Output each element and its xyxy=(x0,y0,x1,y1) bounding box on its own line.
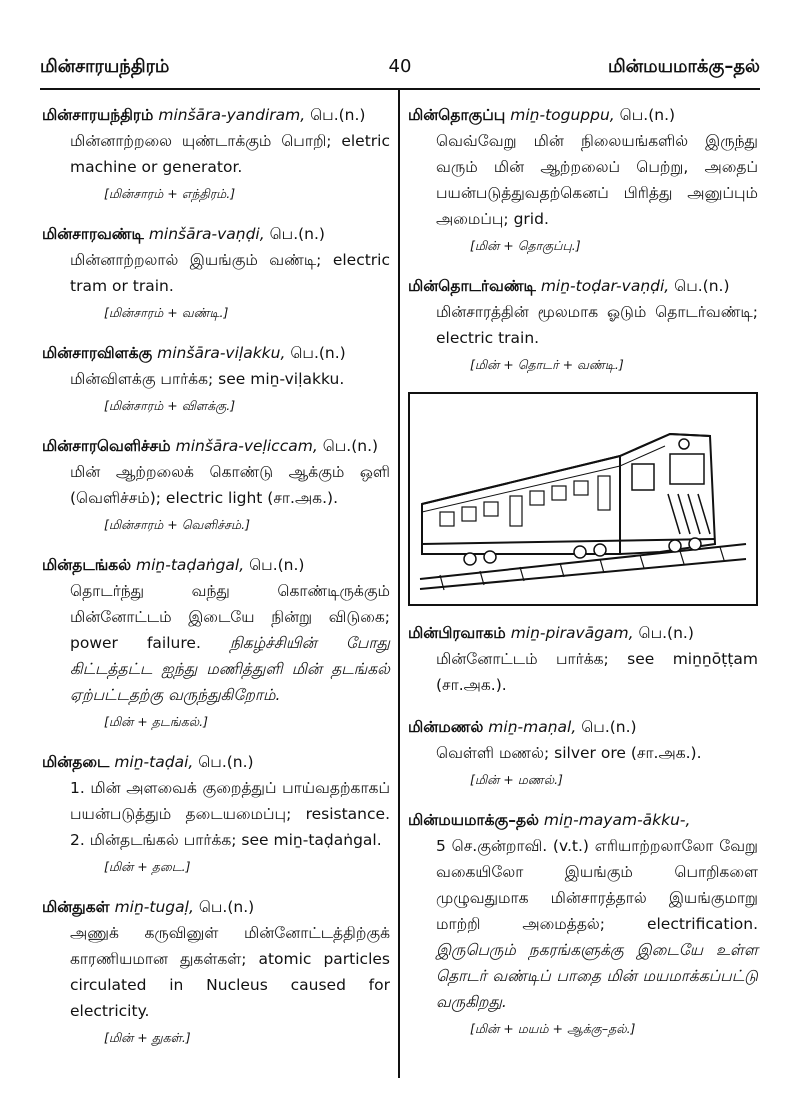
header-left-guideword: மின்சாரயந்திரம் xyxy=(40,56,170,77)
entry-pos: பெ.(n.) xyxy=(638,624,694,642)
entry-definition: அணுக் கருவினுள் மின்னோட்டத்திற்குக் காரணியமான துகள்கள்; atomic particles circulated in Nucleus caused for electricity. xyxy=(70,924,390,1020)
dictionary-entry xyxy=(42,894,390,1024)
entry-headword: மின்சாரயந்திரம் xyxy=(42,106,154,124)
entry-transliteration: minšāra-viḷakku, xyxy=(157,344,286,362)
page-header xyxy=(40,56,760,86)
entry-headword: மின்துகள் xyxy=(42,898,110,916)
entry-transliteration: miṉ-tugaḷ, xyxy=(114,898,194,916)
dictionary-entry xyxy=(408,102,758,232)
entry-etymology: [மின் + தடை.] xyxy=(104,859,191,874)
entry-definition xyxy=(42,578,390,708)
entry-pos: பெ.(n.) xyxy=(290,344,346,362)
entry-headword: மின்மணல் xyxy=(408,718,484,736)
entry-etymology: [மின் + மயம் + ஆக்கு–தல்.] xyxy=(470,1021,636,1036)
entry-example: இருபெரும் நகரங்களுக்கு இடையே உள்ள தொடர் வண்டிப் பாதை மின் மயமாக்கப்பட்டு வருகிறது. xyxy=(436,941,758,1011)
left-column xyxy=(42,102,390,1065)
entry-example: நிகழ்ச்சியின் போது கிட்டத்தட்ட ஐந்து மணித்துளி மின் தடங்கல் ஏற்பட்டதற்கு வருந்துகிறோம். xyxy=(70,634,390,704)
dictionary-entry xyxy=(408,807,758,1015)
dictionary-entry xyxy=(408,714,758,766)
dictionary-entry xyxy=(42,340,390,392)
entry-pos: பெ.(n.) xyxy=(269,225,325,243)
entry-headword: மின்தடங்கல் xyxy=(42,556,132,574)
entry-definition: மின்னாற்றலால் இயங்கும் வண்டி; electric tram or train. xyxy=(70,251,390,295)
entry-transliteration: minšāra-vaṇḍi, xyxy=(148,225,265,243)
entry-transliteration: miṉ-taḍai, xyxy=(114,753,194,771)
entry-pos: பெ.(n.) xyxy=(581,718,637,736)
train-illustration-frame xyxy=(408,392,758,606)
dictionary-entry xyxy=(42,749,390,853)
entry-pos: பெ.(n.) xyxy=(322,437,379,455)
entry-pos: பெ.(n.) xyxy=(310,106,366,124)
entry-pos: 5 செ.குன்றாவி. (v.t.) xyxy=(436,837,589,855)
entry-etymology: [மின் + தொடர் + வண்டி.] xyxy=(470,357,624,372)
entry-definition: மின்னோட்டம் பார்க்க; see miṉṉōṭṭam (சா.அக.). xyxy=(436,650,758,694)
entry-spacer xyxy=(408,704,758,714)
page-number: 40 xyxy=(388,56,412,77)
entry-pos: பெ.(n.) xyxy=(198,898,255,916)
entry-pos: பெ.(n.) xyxy=(198,753,254,771)
column-divider xyxy=(398,88,400,1078)
entry-etymology: [மின்சாரம் + எந்திரம்.] xyxy=(104,186,236,201)
entry-headword: மின்மயமாக்கு–தல் xyxy=(408,811,539,829)
entry-transliteration: miṉ-maṇal, xyxy=(488,718,577,736)
entry-etymology: [மின் + துகள்.] xyxy=(104,1030,191,1045)
dictionary-entry xyxy=(408,620,758,698)
entry-transliteration: miṉ-piravāgam, xyxy=(510,624,634,642)
entry-headword: மின்தொகுப்பு xyxy=(408,106,506,124)
dictionary-entry xyxy=(42,221,390,299)
entry-pos: பெ.(n.) xyxy=(249,556,305,574)
entry-headword: மின்சாரவெளிச்சம் xyxy=(42,437,171,455)
dictionary-entry xyxy=(408,273,758,351)
entry-definition: 1. மின் அளவைக் குறைத்துப் பாய்வதற்காகப் பயன்படுத்தும் தடையமைப்பு; resistance. 2. மின்தடங்கல் பார்க்க; see miṉ-taḍaṅgal. xyxy=(70,779,390,849)
entry-pos: பெ.(n.) xyxy=(674,277,730,295)
header-right-guideword: மின்மயமாக்கு–தல் xyxy=(607,56,760,77)
entry-transliteration: miṉ-mayam-ākku-, xyxy=(543,811,691,829)
entry-etymology: [மின் + தொகுப்பு.] xyxy=(470,238,581,253)
entry-etymology: [மின்சாரம் + வெளிச்சம்.] xyxy=(104,517,250,532)
entry-definition: வெள்ளி மணல்; silver ore (சா.அக.). xyxy=(436,744,702,762)
entry-etymology: [மின்சாரம் + விளக்கு.] xyxy=(104,398,236,413)
entry-transliteration: miṉ-toguppu, xyxy=(510,106,615,124)
right-column xyxy=(408,102,758,1056)
entry-transliteration: minšāra-veḷiccam, xyxy=(175,437,318,455)
entry-headword: மின்சாரவண்டி xyxy=(42,225,144,243)
entry-transliteration: miṉ-toḍar-vaṇḍi, xyxy=(540,277,670,295)
entry-definition: மின்னாற்றலை யுண்டாக்கும் பொறி; eletric machine or generator. xyxy=(70,132,390,176)
header-rule xyxy=(40,88,760,90)
dictionary-entry xyxy=(42,552,390,708)
entry-transliteration: miṉ-taḍaṅgal, xyxy=(136,556,245,574)
entry-etymology: [மின்சாரம் + வண்டி.] xyxy=(104,305,229,320)
entry-headword: மின்சாரவிளக்கு xyxy=(42,344,153,362)
entry-definition: மின்சாரத்தின் மூலமாக ஓடும் தொடர்வண்டி; electric train. xyxy=(436,303,758,347)
dictionary-entry xyxy=(42,102,390,180)
entry-etymology: [மின் + மணல்.] xyxy=(470,772,563,787)
entry-transliteration: minšāra-yandiram, xyxy=(158,106,306,124)
entry-etymology: [மின் + தடங்கல்.] xyxy=(104,714,208,729)
entry-pos: பெ.(n.) xyxy=(619,106,676,124)
entry-definition: மின் ஆற்றலைக் கொண்டு ஆக்கும் ஒளி (வெளிச்சம்); electric light (சா.அக.). xyxy=(70,463,390,507)
entry-definition xyxy=(408,833,758,1015)
entry-headword: மின்பிரவாகம் xyxy=(408,624,506,642)
entry-definition: வெவ்வேறு மின் நிலையங்களில் இருந்து வரும் மின் ஆற்றலைப் பெற்று, அதைப் பயன்படுத்துவதற்கெனப் பிரித்து அனுப்பும் அமைப்பு; grid. xyxy=(436,132,758,228)
entry-definition-text: எரியாற்றலாலோ வேறு வகையிலோ இயங்கும் பொறிகளை முழுவதுமாக மின்சாரத்தால் இயங்குமாறு மாற்றி அமைத்தல்; electrification. xyxy=(436,837,758,933)
entry-headword: மின்தடை xyxy=(42,753,110,771)
entry-headword: மின்தொடர்வண்டி xyxy=(408,277,536,295)
entry-definition: மின்விளக்கு பார்க்க; see miṉ-viḷakku. xyxy=(70,370,345,388)
train-illustration-icon xyxy=(410,394,756,600)
dictionary-entry xyxy=(42,433,390,511)
entry-definition-text: தொடர்ந்து வந்து கொண்டிருக்கும் மின்னோட்டம் இடையே நின்று விடுகை; power failure. xyxy=(70,582,390,652)
